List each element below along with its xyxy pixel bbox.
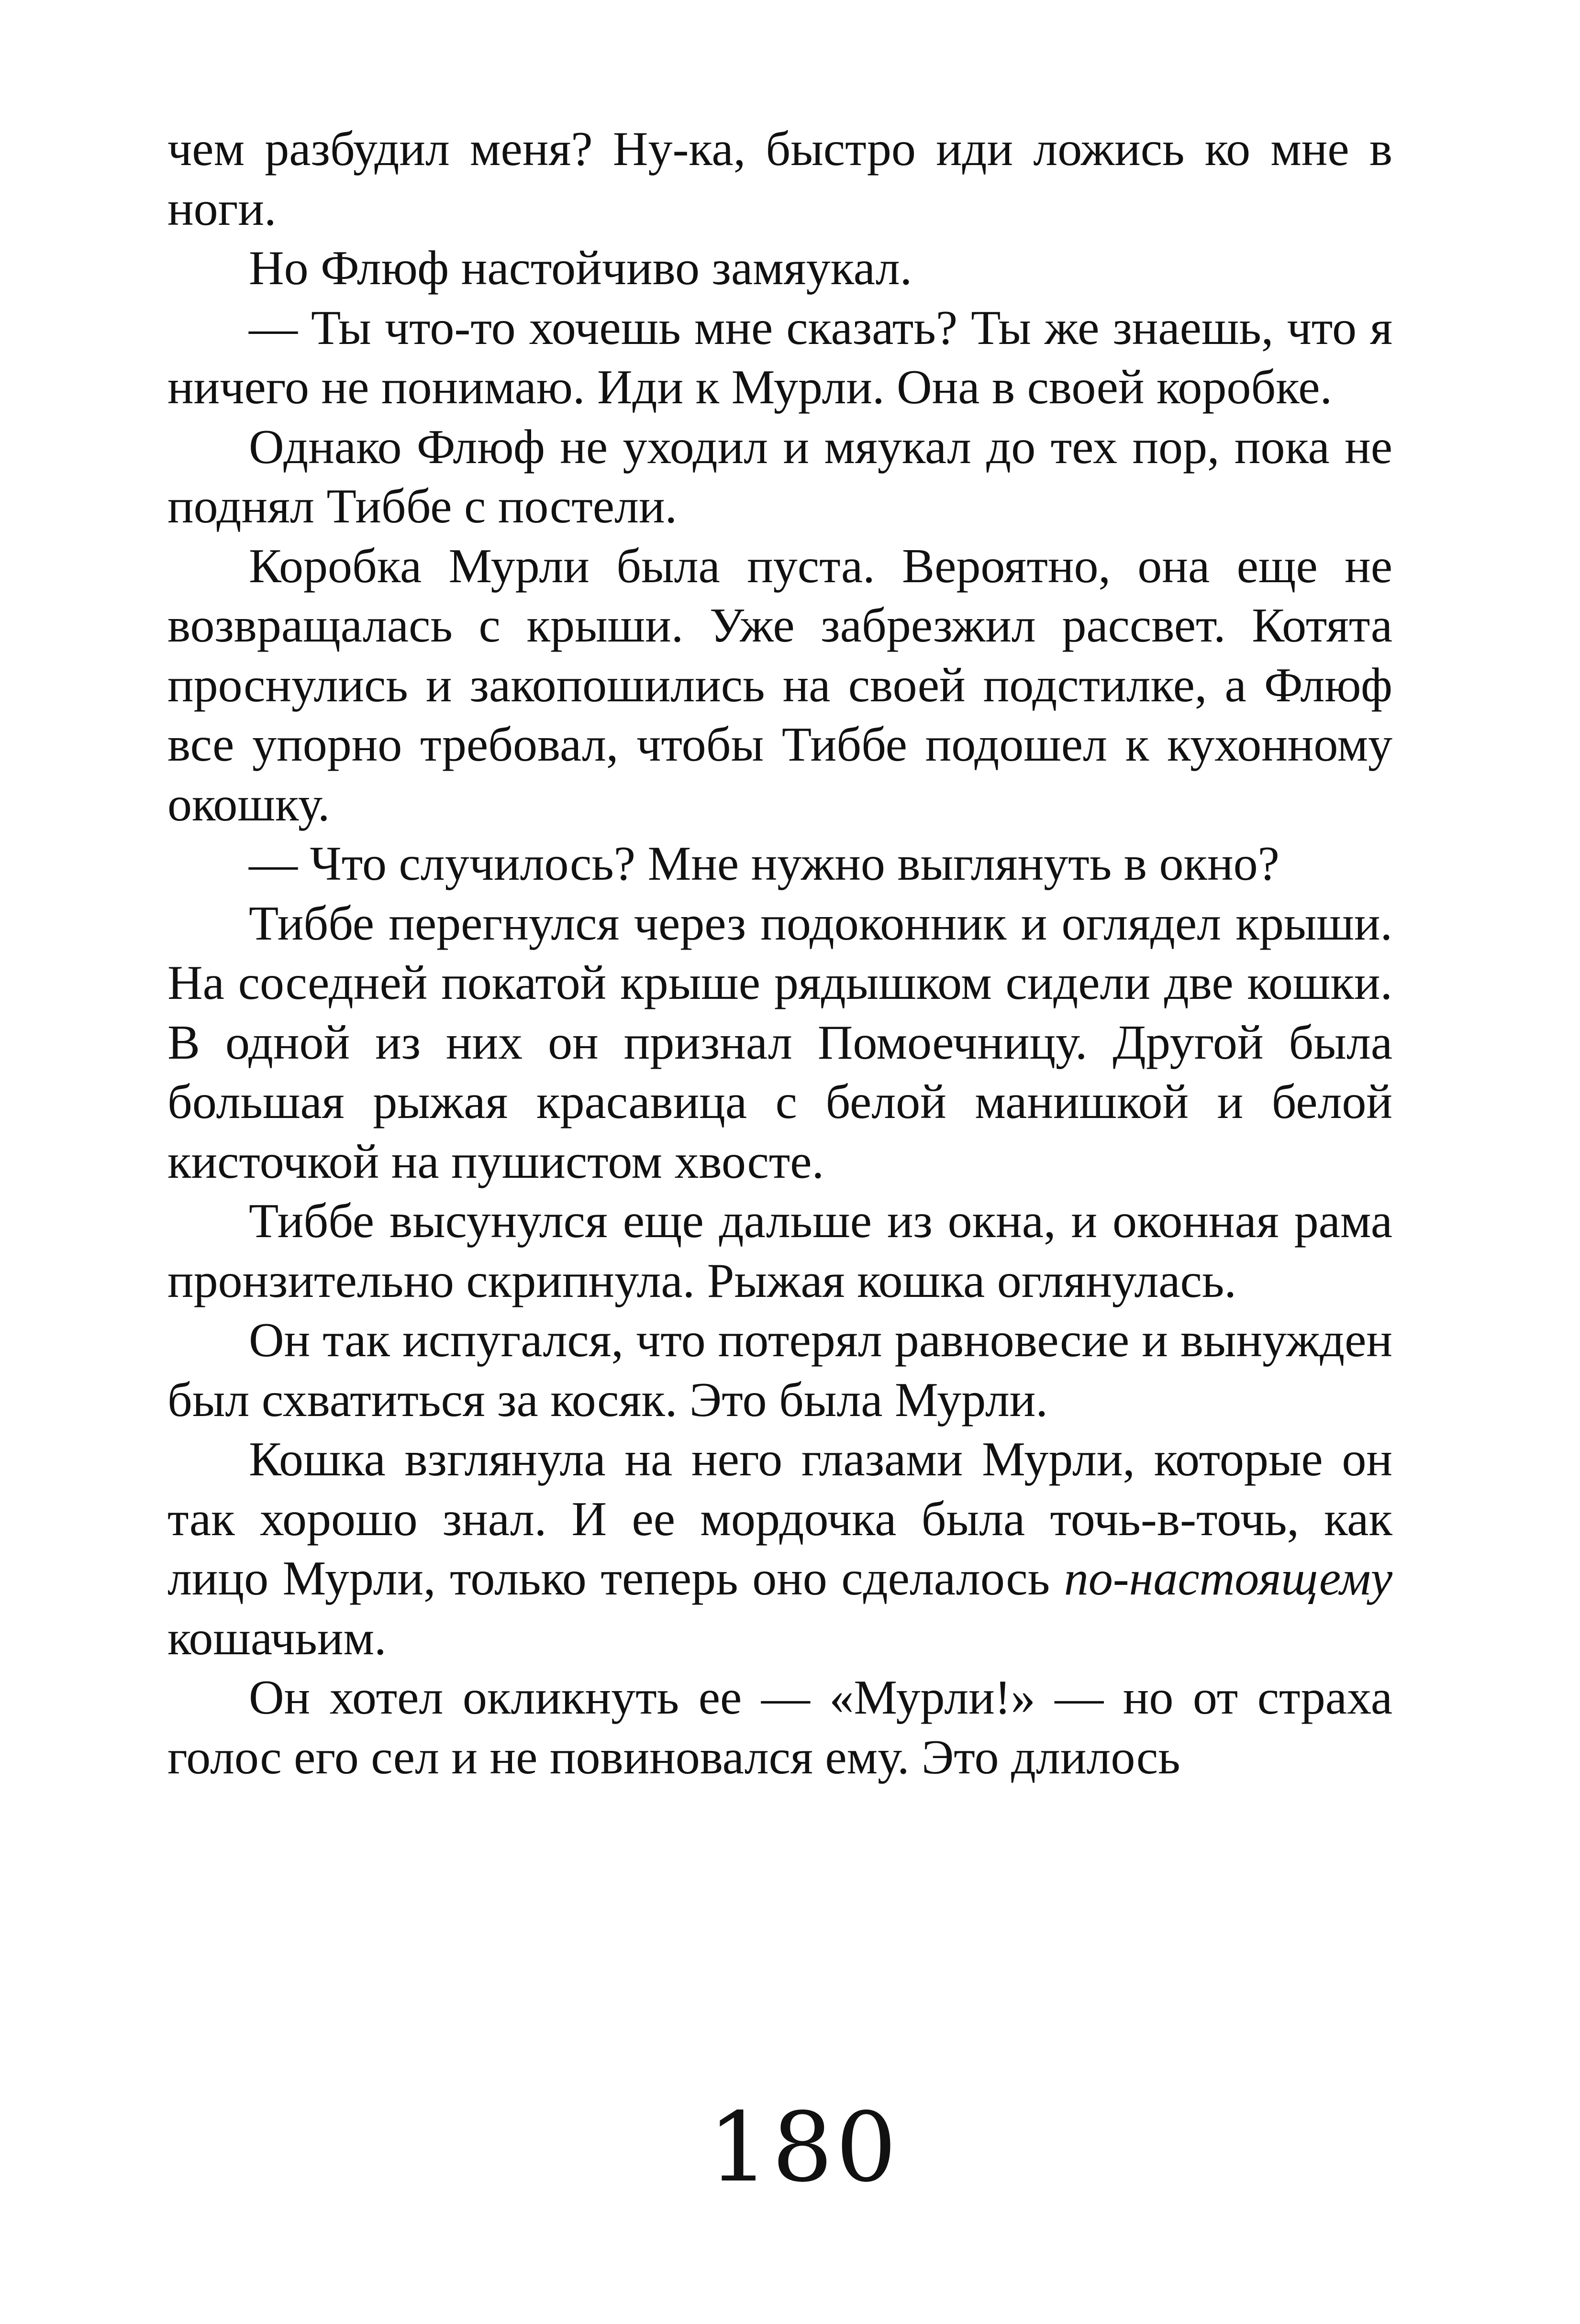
paragraph-10 (167, 1430, 1392, 1668)
paragraph-5: Коробка Мурли была пуста. Вероятно, она еще не возвращалась с крыши. Уже забрезжил рассвет. Котята проснулись и закопошились на своей подстилке, а Флюф все упорно требовал, чтобы Тиббе подошел к кухонному окошку. (167, 539, 1392, 831)
page-body (167, 120, 1392, 1787)
paragraph-8: Тиббе высунулся еще дальше из окна, и оконная рама пронзительно скрипнула. Рыжая кошка оглянулась. (167, 1194, 1392, 1308)
paragraph-10-text-end: кошачьим. (167, 1611, 387, 1665)
paragraph-7: Тиббе перегнулся через подоконник и оглядел крыши. На соседней покатой крыше рядышком сидели две кошки. В одной из них он признал Помоечницу. Другой была большая рыжая красавица с белой манишкой и белой кисточкой на пушистом хвосте. (167, 896, 1392, 1189)
paragraph-6: — Что случилось? Мне нужно выглянуть в окно? (249, 837, 1280, 891)
emphasized-word: по-настоящему (1064, 1551, 1392, 1605)
paragraph-1: чем разбудил меня? Ну-ка, быстро иди ложись ко мне в ноги. (167, 122, 1392, 236)
paragraph-9: Он так испугался, что потерял равновесие и вынужден был схватиться за косяк. Это была Мурли. (167, 1313, 1392, 1427)
paragraph-3: — Ты что-то хочешь мне сказать? Ты же знаешь, что я ничего не понимаю. Иди к Мурли. Она в своей коробке. (167, 300, 1392, 414)
paragraph-2: Но Флюф настойчиво замяукал. (249, 241, 912, 295)
paragraph-4: Однако Флюф не уходил и мяукал до тех пор, пока не поднял Тиббе с постели. (167, 420, 1392, 533)
paragraph-10-text-start: Кошка взглянула на него глазами Мурли, которые он так хорошо знал. И ее мордочка была точь-в-точь, как лицо Мурли, только теперь оно сделалось (167, 1432, 1392, 1605)
page-number: 180 (708, 2092, 900, 2203)
paragraph-11: Он хотел окликнуть ее — «Мурли!» — но от страха голос его сел и не повиновался ему. Это длилось (167, 1671, 1392, 1784)
